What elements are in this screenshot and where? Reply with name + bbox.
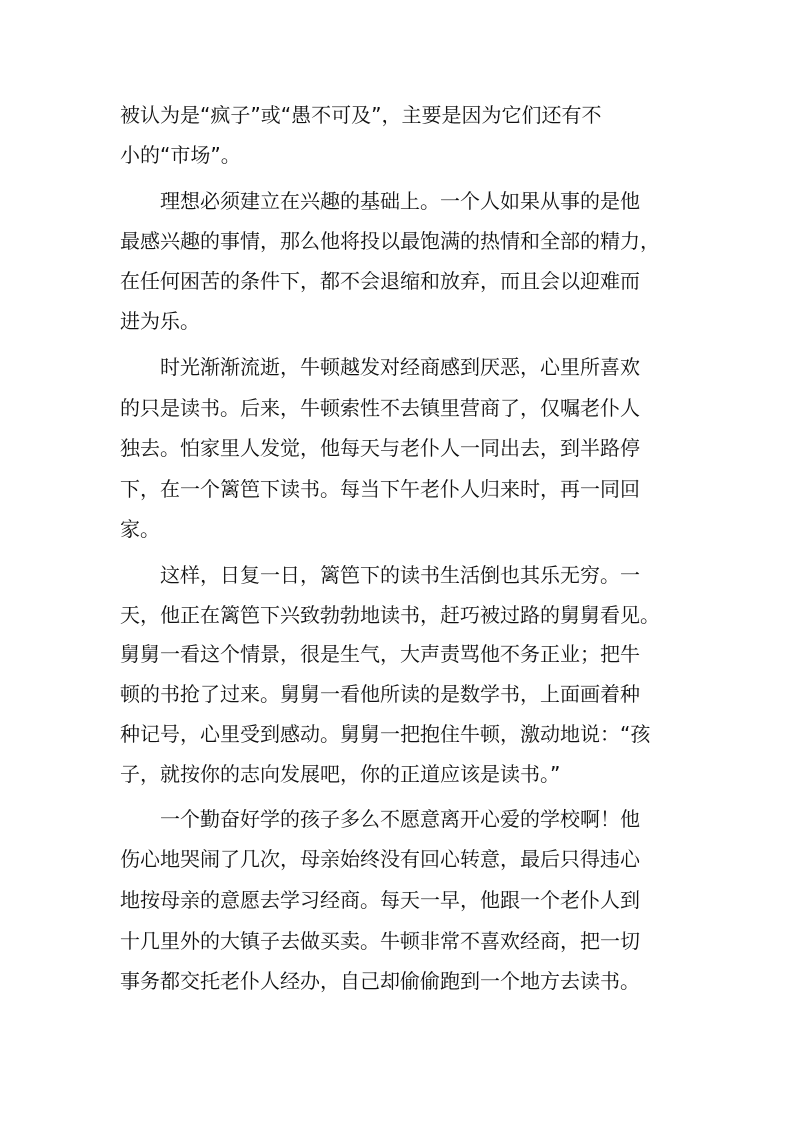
text-line: 进为乐。: [120, 309, 200, 333]
text-line: 地按母亲的意愿去学习经商。每天一早，他跟一个老仆人到: [120, 888, 640, 912]
paragraph-start-line: 理想必须建立在兴趣的基础上。一个人如果从事的是他: [160, 189, 640, 213]
text-line: 子，就按你的志向发展吧，你的正道应该是读书。”: [120, 762, 561, 786]
text-line: 家。: [120, 517, 160, 541]
text-line: 事务都交托老仆人经办，自己却偷偷跑到一个地方去读书。: [120, 969, 640, 993]
text-line: 最感兴趣的事情，那么他将投以最饱满的热情和全部的精力，: [120, 229, 660, 253]
text-line: 种记号，心里受到感动。舅舅一把抱住牛顿，激动地说：“孩: [120, 722, 651, 746]
text-line: 天，他正在篱笆下兴致勃勃地读书，赶巧被过路的舅舅看见。: [120, 603, 660, 627]
text-line: 的只是读书。后来，牛顿索性不去镇里营商了，仅嘱老仆人: [120, 396, 640, 420]
paragraph-start-line: 一个勤奋好学的孩子多么不愿意离开心爱的学校啊！他: [160, 807, 640, 831]
text-line: 在任何困苦的条件下，都不会退缩和放弃，而且会以迎难而: [120, 269, 640, 293]
text-line: 舅舅一看这个情景，很是生气，大声责骂他不务正业；把牛: [120, 642, 640, 666]
paragraph-start-line: 这样，日复一日，篱笆下的读书生活倒也其乐无穷。一: [160, 563, 640, 587]
text-line: 顿的书抢了过来。舅舅一看他所读的是数学书，上面画着种: [120, 682, 640, 706]
text-line: 小的“市场”。: [120, 143, 241, 167]
text-line: 被认为是“疯子”或“愚不可及”，主要是因为它们还有不: [120, 103, 602, 127]
paragraph-start-line: 时光渐渐流逝，牛顿越发对经商感到厌恶，心里所喜欢: [160, 355, 640, 379]
text-line: 下，在一个篱笆下读书。每当下午老仆人归来时，再一同回: [120, 477, 640, 501]
text-line: 伤心地哭闹了几次，母亲始终没有回心转意，最后只得违心: [120, 847, 640, 871]
text-line: 独去。怕家里人发觉，他每天与老仆人一同出去，到半路停: [120, 436, 640, 460]
text-line: 十几里外的大镇子去做买卖。牛顿非常不喜欢经商，把一切: [120, 929, 640, 953]
